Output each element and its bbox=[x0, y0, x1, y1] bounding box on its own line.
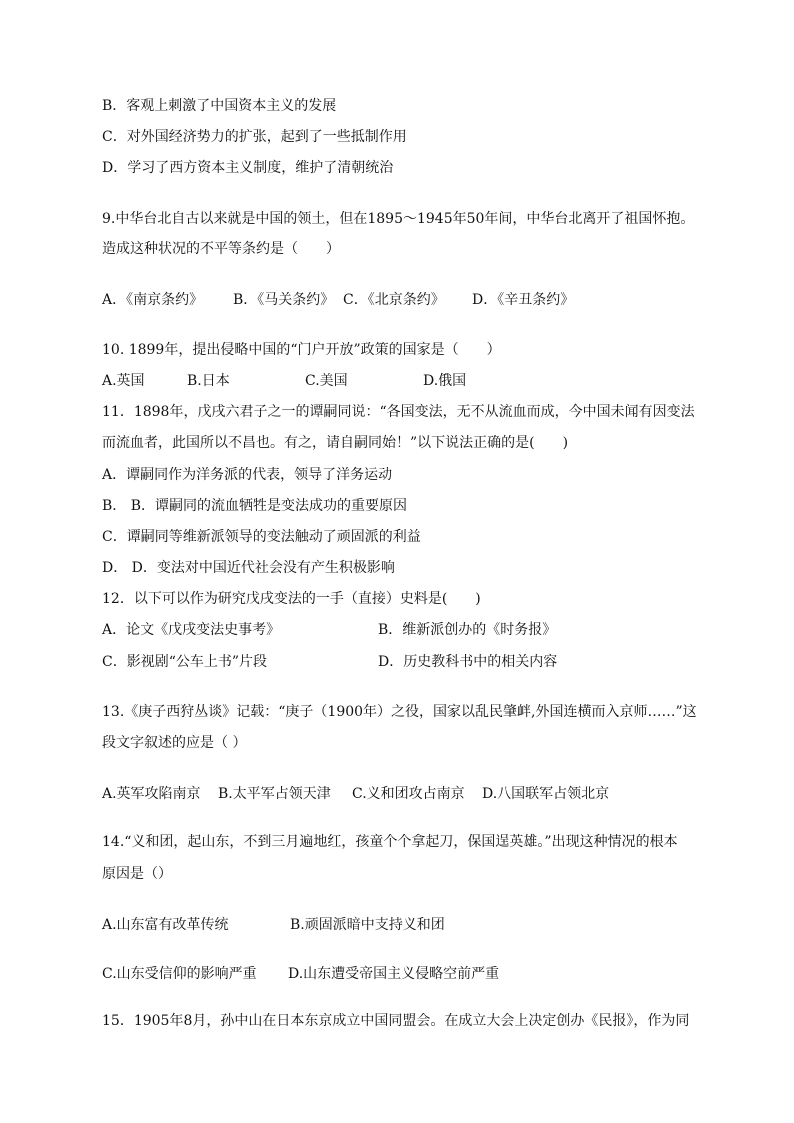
q9-stem-line-1: 9.中华台北自古以来就是中国的领土，但在1895～1945年50年间，中华台北离开了祖国怀抱。 bbox=[102, 211, 695, 227]
q8-option-d: D．学习了西方资本主义制度，维护了清朝统治 bbox=[102, 160, 394, 176]
q13-option-a: A.英军攻陷南京 bbox=[102, 786, 201, 802]
q11-stem-line-1: 11．1898年，戊戌六君子之一的谭嗣同说：“各国变法，无不从流血而成，今中国未闻有因变法 bbox=[102, 404, 695, 420]
q9-option-a: A．《南京条约》 bbox=[102, 292, 204, 308]
q12-option-a: A．论文《戊戌变法史事考》 bbox=[102, 622, 281, 638]
q15-stem-line-1: 15．1905年8月，孙中山在日本东京成立中国同盟会。在成立大会上决定创办《民报》，作为同 bbox=[102, 1013, 690, 1029]
q11-option-b: B． B．谭嗣同的流血牺牲是变法成功的重要原因 bbox=[102, 498, 408, 514]
q14-stem-line-2: 原因是（） bbox=[102, 866, 172, 882]
q13-stem-line-2: 段文字叙述的应是（ ） bbox=[102, 735, 247, 751]
q10-option-c: C.美国 bbox=[305, 373, 348, 389]
q14-option-d: D.山东遭受帝国主义侵略空前严重 bbox=[288, 966, 500, 982]
q11-stem-line-2: 而流血者，此国所以不昌也。有之，请自嗣同始！”以下说法正确的是( ) bbox=[102, 435, 569, 451]
q10-option-b: B.日本 bbox=[187, 373, 230, 389]
q10-option-a: A.英国 bbox=[102, 373, 145, 389]
q14-option-c: C.山东受信仰的影响严重 bbox=[102, 966, 257, 982]
q9-stem-line-2: 造成这种状况的不平等条约是（ ） bbox=[102, 241, 340, 257]
q12-stem: 12．以下可以作为研究戊戌变法的一手（直接）史料是( ) bbox=[102, 591, 481, 607]
q11-option-a: A．谭嗣同作为洋务派的代表，领导了洋务运动 bbox=[102, 467, 393, 483]
q14-option-b: B.顽固派暗中支持义和团 bbox=[290, 917, 445, 933]
q9-option-d: D．《辛丑条约》 bbox=[472, 292, 575, 308]
q13-option-d: D.八国联军占领北京 bbox=[482, 786, 610, 802]
q12-option-c: C．影视剧“公车上书”片段 bbox=[102, 654, 268, 670]
q14-stem-line-1: 14.“义和团，起山东，不到三月遍地红，孩童个个拿起刀，保国逞英雄。”出现这种情况的根本 bbox=[102, 834, 678, 850]
q8-option-b: B．客观上刺激了中国资本主义的发展 bbox=[102, 98, 337, 114]
q13-stem-line-1: 13.《庚子西狩丛谈》记载：“庚子（1900年）之役，国家以乱民肇衅,外国连横而入京师……”这 bbox=[102, 704, 697, 720]
q9-option-b: B．《马关条约》 bbox=[233, 292, 335, 308]
q8-option-c: C．对外国经济势力的扩张，起到了一些抵制作用 bbox=[102, 129, 407, 145]
q13-option-b: B.太平军占领天津 bbox=[218, 786, 331, 802]
q9-option-c: C．《北京条约》 bbox=[343, 292, 445, 308]
q11-option-d: D． D．变法对中国近代社会没有产生积极影响 bbox=[102, 560, 395, 576]
q10-stem: 10. 1899年，提出侵略中国的“门户开放”政策的国家是（ ） bbox=[102, 342, 501, 358]
q11-option-c: C．谭嗣同等维新派领导的变法触动了顽固派的利益 bbox=[102, 529, 421, 545]
q14-option-a: A.山东富有改革传统 bbox=[102, 917, 229, 933]
q10-option-d: D.俄国 bbox=[423, 373, 467, 389]
q12-option-b: B．维新派创办的《时务报》 bbox=[378, 622, 557, 638]
q12-option-d: D．历史教科书中的相关内容 bbox=[378, 654, 558, 670]
q13-option-c: C.义和团攻占南京 bbox=[352, 786, 465, 802]
